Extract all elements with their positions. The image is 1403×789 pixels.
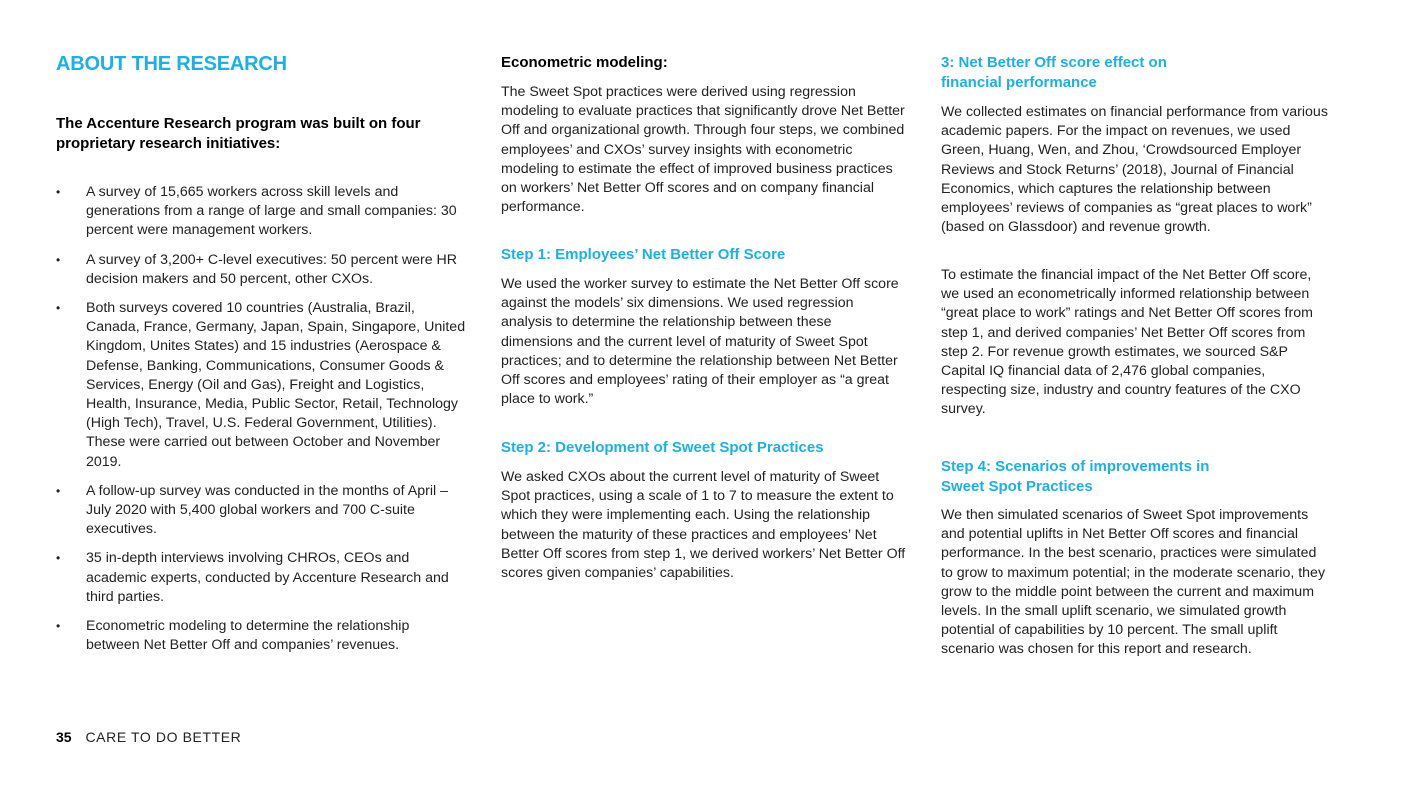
step3-title: 3: Net Better Off score effect on financial performance	[941, 54, 1167, 91]
econometric-heading: Econometric modeling:	[501, 54, 668, 71]
list-item	[56, 549, 466, 607]
bullet-icon: •	[56, 551, 61, 566]
step1-body: We used the worker survey to estimate the Net Better Off score against the models’ six dimensions. We used regression analysis to determine the relationship between these dimensions and the current level of maturity of Sweet Spot practices; and to determine the relationship between Net Better Off scores and employees’ rating of their employer as “a great place to work.”	[501, 276, 899, 408]
step3-body-2: To estimate the financial impact of the Net Better Off score, we used an econometrically informed relationship between “great place to work” ratings and Net Better Off scores from step 1, and derived companies’ Net Better Off scores from step 2. For revenue growth estimates, we sourced S&P Capital IQ financial data of 2,476 global companies, respecting size, industry and country features of the CXO survey.	[941, 267, 1313, 418]
page-number: 35	[56, 729, 72, 745]
section-title: ABOUT THE RESEARCH	[56, 53, 287, 75]
page-footer	[56, 729, 241, 745]
bullet-icon: •	[56, 252, 61, 267]
econometric-intro: The Sweet Spot practices were derived using regression modeling to evaluate practices that significantly drove Net Better Off and organizational growth. Through four steps, we combined employees’ and CXOs’ survey insights with econometric modeling to estimate the effect of improved business practices on workers’ Net Better Off scores and on company financial performance.	[501, 84, 905, 216]
list-item-text: 35 in-depth interviews involving CHROs, CEOs and academic experts, conducted by Accenture Research and third parties.	[86, 550, 449, 605]
step2-title: Step 2: Development of Sweet Spot Practices	[501, 439, 824, 456]
list-item-text: A survey of 3,200+ C-level executives: 50 percent were HR decision makers and 50 percent, other CXOs.	[86, 251, 458, 287]
list-item	[56, 183, 466, 241]
step4-body: We then simulated scenarios of Sweet Spot improvements and potential uplifts in Net Better Off scores and financial performance. In the best scenario, practices were simulated to grow to maximum potential; in the moderate scenario, they grow to the middle point between the current and maximum levels. In the small uplift scenario, we simulated growth potential of capabilities by 10 percent. The small uplift scenario was chosen for this report and research.	[941, 507, 1326, 658]
step4-title: Step 4: Scenarios of improvements in Sweet Spot Practices	[941, 458, 1210, 495]
bullet-icon: •	[56, 185, 61, 199]
list-item	[56, 251, 466, 289]
step1-title: Step 1: Employees’ Net Better Off Score	[501, 246, 786, 263]
document-title: CARE TO DO BETTER	[85, 729, 242, 745]
intro-text: The Accenture Research program was built on four proprietary research initiatives:	[56, 115, 421, 152]
list-item	[56, 299, 466, 472]
bullet-icon: •	[56, 483, 61, 498]
list-item-text: Econometric modeling to determine the relationship between Net Better Off and companies’ revenues.	[86, 618, 410, 654]
list-item-text: A follow-up survey was conducted in the months of April – July 2020 with 5,400 global workers and 700 C-suite executives.	[86, 482, 448, 538]
research-initiatives-list	[56, 183, 466, 665]
bullet-icon: •	[56, 301, 61, 316]
list-item	[56, 617, 466, 655]
list-item-text: Both surveys covered 10 countries (Australia, Brazil, Canada, France, Germany, Japan, Spain, Singapore, United Kingdom, Unites States) and 15 industries (Aerospace & Defense, Banking, Communications, Consumer Goods & Services, Energy (Oil and Gas), Freight and Logistics, Health, Insurance, Media, Public Sector, Retail, Technology (High Tech), Travel, U.S. Federal Government, Utilities). These were carried out between October and November 2019.	[86, 300, 466, 470]
step3-body-1: We collected estimates on financial performance from various academic papers. For the impact on revenues, we used Green, Huang, Wen, and Zhou, ‘Crowdsourced Employer Reviews and Stock Returns’ (2018), Journal of Financial Economics, which captures the relationship between employees’ reviews of companies as “great places to work” (based on Glassdoor) and revenue growth.	[941, 104, 1328, 236]
step2-body: We asked CXOs about the current level of maturity of Sweet Spot practices, using a scale of 1 to 7 to measure the extent to which they were implementing each. Using the relationship between the maturity of these practices and employees’ Net Better Off scores from step 1, we derived workers’ Net Better Off scores given companies’ capabilities.	[501, 469, 906, 582]
bullet-icon: •	[56, 619, 61, 634]
list-item	[56, 482, 466, 540]
list-item-text: A survey of 15,665 workers across skill levels and generations from a range of large and small companies: 30 percent were management workers.	[86, 184, 457, 239]
